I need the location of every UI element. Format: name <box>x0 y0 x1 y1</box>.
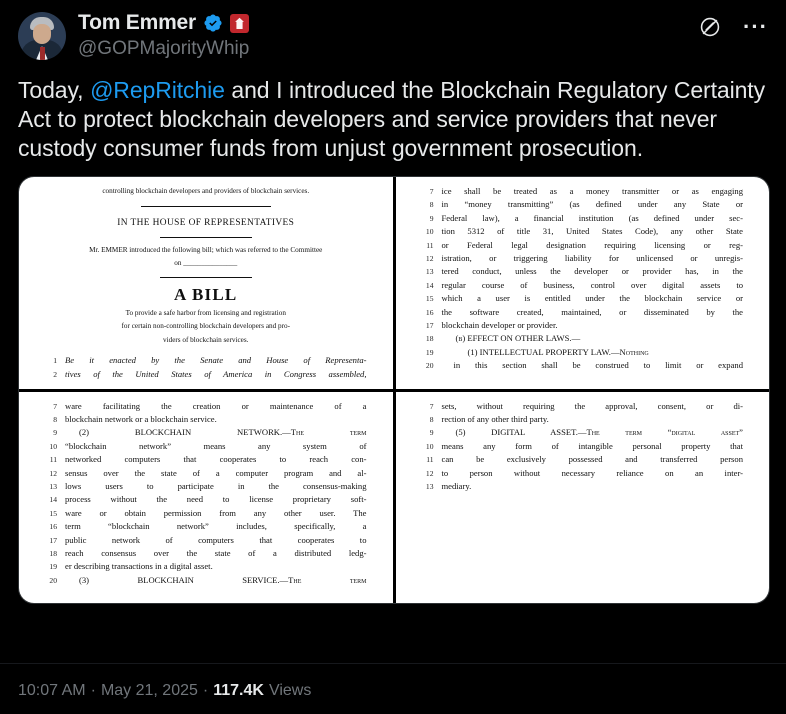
line-number: 11 <box>426 455 434 465</box>
bill-page-4[interactable] <box>396 392 770 604</box>
line-text: public network of computers that cooperates to <box>65 534 367 545</box>
line-number: 15 <box>49 508 57 518</box>
bill-line <box>45 493 367 506</box>
line-number: 8 <box>53 414 57 424</box>
bill-line <box>422 400 744 413</box>
line-number: 19 <box>425 347 434 357</box>
line-text: blockchain network or a blockchain service. <box>65 413 217 424</box>
page1-purpose-line1: To provide a safe harbor from licensing and registration <box>125 309 286 318</box>
line-text: (5) DIGITAL ASSET.—The term “digital asset” <box>455 427 743 438</box>
line-number: 10 <box>49 441 57 451</box>
line-number: 7 <box>53 401 57 411</box>
bill-line <box>422 332 744 345</box>
line-number: 12 <box>425 254 434 264</box>
line-text: tives of the United States of America in Congress assembled, <box>65 368 367 379</box>
tweet-text-part1: Today, <box>18 77 91 103</box>
line-text: networked computers that cooperates to reach con- <box>65 454 367 465</box>
line-number: 11 <box>49 455 57 465</box>
line-number: 10 <box>425 227 434 237</box>
line-number: 13 <box>49 481 57 491</box>
line-number: 15 <box>425 294 434 304</box>
line-text: sensus over the state of a computer program and al- <box>65 467 367 478</box>
line-text: Federal law), a financial institution (as defined under sec- <box>441 212 743 223</box>
line-text: sets, without requiring the approval, consent, or di- <box>441 400 743 411</box>
line-text: which a user is entitled under the blockchain service or <box>441 293 743 304</box>
page1-header: controlling blockchain developers and providers of blockchain services. <box>102 187 310 195</box>
tweet-time: 10:07 AM <box>18 682 86 699</box>
tweet-text-part2: and I introduced the Blockchain Regulatory Certainty Act to protect blockchain developers and service providers that never custody consumer funds from unjust government prosecution. <box>18 77 765 161</box>
bill-line <box>422 292 744 305</box>
bill-page-3-content <box>19 392 393 604</box>
line-number: 7 <box>429 401 434 411</box>
bill-page-2-content <box>396 177 770 389</box>
line-text: tion 5312 of title 31, United States Code), any other State <box>441 226 743 237</box>
line-text: the software created, maintained, or disseminated by the <box>441 306 743 317</box>
bill-line <box>45 560 367 573</box>
footer-dot-1: · <box>90 682 96 699</box>
line-text: mediary. <box>441 480 472 491</box>
author-names <box>78 10 249 60</box>
page1-house-heading: IN THE HOUSE OF REPRESENTATIVES <box>117 218 295 229</box>
mention-link[interactable]: @RepRitchie <box>90 77 225 103</box>
line-text: can be exclusively possessed and transferred person <box>441 454 743 465</box>
bill-line <box>45 520 367 533</box>
line-number: 1 <box>53 356 57 366</box>
page1-intro-line1: Mr. EMMER introduced the following bill; which was referred to the Committee <box>89 245 323 254</box>
line-number: 16 <box>425 307 434 317</box>
bill-line <box>422 346 744 359</box>
bill-line <box>422 185 744 198</box>
line-text: er describing transactions in a digital asset. <box>65 561 213 572</box>
bill-line <box>45 480 367 493</box>
page1-bill-title: A BILL <box>174 284 238 304</box>
line-text: (b) EFFECT ON OTHER LAWS.— <box>455 333 581 344</box>
line-number: 18 <box>49 548 57 558</box>
line-number: 9 <box>429 428 434 438</box>
line-number: 17 <box>425 321 434 331</box>
bill-line <box>45 400 367 413</box>
line-number: 2 <box>53 369 57 379</box>
avatar-tie <box>40 47 45 60</box>
bill-line <box>45 507 367 520</box>
verified-badge-icon <box>203 13 223 33</box>
bill-page-4-content <box>396 392 770 604</box>
line-number: 20 <box>49 575 57 585</box>
bill-line <box>422 279 744 292</box>
avatar[interactable] <box>18 12 66 60</box>
bill-line <box>45 574 367 587</box>
line-number: 13 <box>425 267 434 277</box>
line-text: (2) BLOCKCHAIN NETWORK.—The term <box>79 427 367 438</box>
line-text: blockchain developer or provider. <box>441 320 558 331</box>
line-number: 16 <box>49 522 57 532</box>
line-number: 9 <box>53 428 57 438</box>
page1-rule-3 <box>160 277 252 278</box>
line-text: tered conduct, unless the developer or provider has, in the <box>441 266 743 277</box>
tweet-footer <box>18 682 311 700</box>
bill-line <box>45 547 367 560</box>
line-number: 20 <box>425 361 434 371</box>
bill-line <box>422 198 744 211</box>
tweet-top-actions <box>699 16 768 38</box>
media-grid[interactable] <box>18 176 770 604</box>
bill-line <box>422 225 744 238</box>
bill-line <box>422 319 744 332</box>
page1-rule-1 <box>141 206 271 207</box>
bill-line <box>422 306 744 319</box>
line-text: in “money transmitting” (as defined under any State or <box>441 199 743 210</box>
bill-line <box>422 440 744 453</box>
more-options-icon[interactable]: ··· <box>743 14 768 39</box>
line-number: 12 <box>49 468 57 478</box>
bill-line <box>422 265 744 278</box>
line-text: Be it enacted by the Senate and House of Representa- <box>65 355 367 366</box>
line-number: 8 <box>429 414 434 424</box>
bill-line <box>422 212 744 225</box>
footer-dot-2: · <box>202 682 209 699</box>
user-handle[interactable]: @GOPMajorityWhip <box>78 38 250 60</box>
bill-line <box>45 467 367 480</box>
views-count: 117.4K <box>213 682 264 699</box>
line-text: reach consensus over the state of a distributed ledg- <box>65 547 367 558</box>
line-number: 13 <box>425 481 434 491</box>
line-text: ware or obtain permission from any other user. The <box>65 507 367 518</box>
bill-page-1-content <box>19 177 393 389</box>
bill-line <box>422 239 744 252</box>
bill-page-1[interactable] <box>19 177 393 389</box>
line-number: 7 <box>429 187 434 196</box>
display-name-row <box>78 11 249 35</box>
line-text: lows users to participate in the consensus-making <box>65 480 367 491</box>
gop-elephant-glyph <box>234 17 245 29</box>
line-text: (3) BLOCKCHAIN SERVICE.—The term <box>79 574 367 585</box>
line-number: 11 <box>426 240 434 250</box>
page1-intro-line2: on _______________ <box>174 259 238 268</box>
line-text: term “blockchain network” includes, specifically, a <box>65 521 367 532</box>
line-text: istration, or triggering liability for unlicensed or unregis- <box>441 253 743 264</box>
line-text: regular course of business, control over digital assets to <box>441 279 743 290</box>
bill-line <box>422 359 744 372</box>
bill-line <box>45 413 367 426</box>
line-number: 17 <box>49 535 57 545</box>
line-number: 19 <box>49 562 57 572</box>
views-label: Views <box>268 682 312 699</box>
grok-icon[interactable] <box>699 16 721 38</box>
line-text: (1) INTELLECTUAL PROPERTY LAW.—Nothing <box>467 346 649 357</box>
line-text: in this section shall be construed to limit or expand <box>453 360 743 371</box>
line-text: rection of any other third party. <box>441 413 549 424</box>
avatar-face <box>33 24 51 44</box>
line-number: 9 <box>429 213 434 223</box>
line-number: 12 <box>425 468 434 478</box>
line-number: 14 <box>425 280 434 290</box>
bill-line <box>422 453 744 466</box>
bill-line <box>422 480 744 493</box>
line-number: 18 <box>425 334 434 344</box>
line-text: means any form of intangible personal property that <box>441 440 743 451</box>
bill-line <box>422 467 744 480</box>
line-text: ware facilitating the creation or maintenance of a <box>65 400 367 411</box>
affiliate-badge-icon[interactable] <box>230 14 249 33</box>
bill-line <box>45 440 367 453</box>
footer-divider <box>0 663 786 664</box>
page1-purpose-line2: for certain non-controlling blockchain developers and pro- <box>121 322 290 331</box>
bill-line <box>422 426 744 439</box>
tweet-header <box>18 10 768 60</box>
bill-line <box>45 426 367 439</box>
line-number: 10 <box>425 441 434 451</box>
bill-page-2[interactable] <box>396 177 770 389</box>
page1-rule-2 <box>160 237 252 238</box>
page1-purpose-line3: viders of blockchain services. <box>163 335 249 344</box>
line-number: 8 <box>429 200 434 210</box>
line-text: “blockchain network” means any system of <box>65 440 367 451</box>
line-text: or Federal legal designation requiring licensing or reg- <box>441 239 743 250</box>
bill-line <box>422 252 744 265</box>
bill-line <box>45 354 367 367</box>
display-name[interactable]: Tom Emmer <box>78 11 197 34</box>
bill-page-3[interactable] <box>19 392 393 604</box>
line-text: ice shall be treated as a money transmitter or as engaging <box>441 186 743 196</box>
tweet-text <box>18 76 768 163</box>
bill-line <box>45 368 367 381</box>
tweet-date: May 21, 2025 <box>100 682 198 699</box>
line-number: 14 <box>49 495 57 505</box>
bill-line <box>45 453 367 466</box>
line-text: to person without necessary reliance on an inter- <box>441 467 743 478</box>
bill-line <box>422 413 744 426</box>
line-text: process without the need to license proprietary soft- <box>65 494 367 505</box>
bill-line <box>45 534 367 547</box>
